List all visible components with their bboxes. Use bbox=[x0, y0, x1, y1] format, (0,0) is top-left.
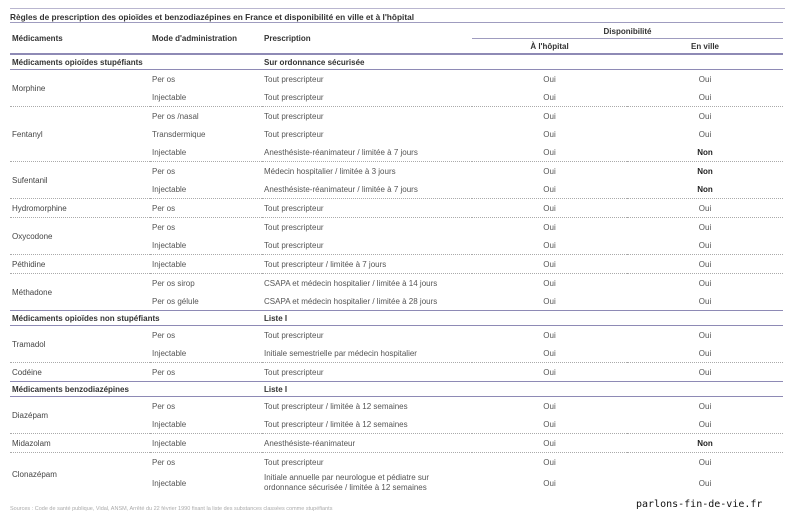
availability-hopital: Oui bbox=[543, 184, 556, 194]
availability-ville: Oui bbox=[627, 218, 783, 237]
administration-mode: Injectable bbox=[150, 255, 262, 274]
table-row bbox=[10, 434, 783, 453]
administration-mode: Injectable bbox=[152, 419, 187, 429]
administration-mode: Per os gélule bbox=[152, 296, 199, 306]
administration-mode: Per os /nasal bbox=[150, 107, 262, 126]
prescription-rule: Tout prescripteur bbox=[264, 330, 324, 340]
section-row bbox=[10, 382, 783, 397]
drug-name: Sufentanil bbox=[10, 162, 150, 199]
drug-name: Oxycodone bbox=[10, 218, 150, 255]
availability-hopital: Oui bbox=[472, 218, 627, 237]
availability-hopital: Oui bbox=[543, 348, 556, 358]
section-title: Médicaments opioïdes non stupéfiants bbox=[10, 311, 262, 326]
administration-mode: Per os bbox=[152, 74, 176, 84]
section-row bbox=[10, 54, 783, 70]
administration-mode: Per os bbox=[150, 199, 262, 218]
availability-hopital: Oui bbox=[543, 92, 556, 102]
prescription-rule: CSAPA et médecin hospitalier / limitée à 14 jours bbox=[262, 274, 472, 293]
availability-ville: Oui bbox=[698, 92, 712, 102]
drug-name: Hydromorphine bbox=[10, 199, 150, 218]
administration-mode: Per os bbox=[150, 453, 262, 472]
availability-ville: Oui bbox=[698, 296, 712, 306]
availability-ville: Oui bbox=[627, 363, 783, 382]
availability-ville: Oui bbox=[627, 274, 783, 293]
section-prescription: Liste I bbox=[262, 311, 783, 326]
header-prescription: Prescription bbox=[262, 24, 472, 54]
drug-name: Codéine bbox=[10, 363, 150, 382]
prescription-rule: Médecin hospitalier / limitée à 3 jours bbox=[262, 162, 472, 181]
drug-name: Midazolam bbox=[10, 434, 150, 453]
prescription-rule: Tout prescripteur / limitée à 12 semaines bbox=[264, 419, 408, 429]
header-hopital: À l'hôpital bbox=[472, 39, 627, 55]
table-row bbox=[10, 255, 783, 274]
table-row bbox=[10, 326, 783, 345]
prescription-rule: Tout prescripteur bbox=[262, 218, 472, 237]
availability-hopital: Oui bbox=[543, 419, 556, 429]
drug-name: Tramadol bbox=[12, 339, 46, 349]
administration-mode: Injectable bbox=[152, 147, 187, 157]
prescription-rule: Tout prescripteur bbox=[262, 453, 472, 472]
administration-mode: Per os bbox=[150, 162, 262, 181]
availability-ville: Oui bbox=[698, 129, 712, 139]
drug-name: Diazépam bbox=[12, 410, 49, 420]
prescription-rule: Tout prescripteur bbox=[264, 240, 324, 250]
availability-ville: Oui bbox=[627, 107, 783, 126]
prescription-rule: Tout prescripteur bbox=[264, 129, 324, 139]
header-disponibilite: Disponibilité bbox=[472, 24, 783, 39]
table-row bbox=[10, 162, 783, 181]
administration-mode: Injectable bbox=[150, 434, 262, 453]
drug-name: Clonazépam bbox=[10, 453, 150, 496]
prescription-rule: Tout prescripteur bbox=[262, 363, 472, 382]
availability-hopital: Oui bbox=[472, 199, 627, 218]
table-row bbox=[10, 218, 783, 237]
section-prescription: Sur ordonnance sécurisée bbox=[262, 54, 783, 70]
availability-hopital: Oui bbox=[472, 274, 627, 293]
availability-ville: Non bbox=[697, 184, 713, 194]
administration-mode: Per os sirop bbox=[150, 274, 262, 293]
prescription-rule: Anesthésiste-réanimateur / limitée à 7 jours bbox=[264, 184, 418, 194]
prescription-rule: Tout prescripteur bbox=[262, 199, 472, 218]
availability-ville: Oui bbox=[698, 478, 712, 488]
availability-hopital: Oui bbox=[472, 363, 627, 382]
section-prescription: Liste I bbox=[262, 382, 783, 397]
availability-hopital: Oui bbox=[543, 401, 556, 411]
availability-ville: Oui bbox=[627, 199, 783, 218]
prescription-rule: Tout prescripteur / limitée à 7 jours bbox=[262, 255, 472, 274]
table-body bbox=[10, 54, 783, 495]
administration-mode: Injectable bbox=[152, 240, 187, 250]
prescription-rule: Anesthésiste-réanimateur / limitée à 7 jours bbox=[264, 147, 418, 157]
header-mode: Mode d'administration bbox=[150, 24, 262, 54]
availability-ville: Oui bbox=[698, 348, 712, 358]
prescription-rule: Tout prescripteur bbox=[264, 92, 324, 102]
prescription-rule: Initiale semestrielle par médecin hospitalier bbox=[264, 348, 417, 358]
prescription-rule: Tout prescripteur bbox=[264, 74, 324, 84]
administration-mode: Per os bbox=[152, 401, 176, 411]
administration-mode: Injectable bbox=[152, 348, 187, 358]
availability-hopital: Oui bbox=[472, 434, 627, 453]
table-row bbox=[10, 397, 783, 416]
drug-name: Fentanyl bbox=[10, 107, 150, 162]
availability-hopital: Oui bbox=[543, 74, 556, 84]
site-watermark: parlons-fin-de-vie.fr bbox=[636, 499, 763, 510]
table-row bbox=[10, 363, 783, 382]
table-row bbox=[10, 453, 783, 472]
drug-name: Méthadone bbox=[10, 274, 150, 311]
availability-ville: Oui bbox=[698, 74, 712, 84]
availability-hopital: Oui bbox=[543, 240, 556, 250]
title-divider bbox=[10, 22, 783, 23]
drug-name: Péthidine bbox=[10, 255, 150, 274]
drug-name: Morphine bbox=[12, 83, 46, 93]
availability-ville: Non bbox=[627, 434, 783, 453]
availability-hopital: Oui bbox=[472, 453, 627, 472]
table-row bbox=[10, 199, 783, 218]
availability-ville: Non bbox=[697, 147, 713, 157]
table-title: Règles de prescription des opioïdes et benzodiazépines en France et disponibilité en ville et à l'hôpital bbox=[10, 8, 785, 22]
administration-mode: Per os bbox=[150, 363, 262, 382]
administration-mode: Injectable bbox=[152, 92, 187, 102]
prescription-table bbox=[10, 24, 783, 495]
section-title: Médicaments benzodiazépines bbox=[10, 382, 262, 397]
table-row bbox=[10, 107, 783, 126]
prescription-rule: Tout prescripteur bbox=[262, 107, 472, 126]
availability-hopital: Oui bbox=[472, 162, 627, 181]
availability-hopital: Oui bbox=[472, 255, 627, 274]
availability-hopital: Oui bbox=[543, 478, 556, 488]
availability-hopital: Oui bbox=[543, 147, 556, 157]
header-ville: En ville bbox=[627, 39, 783, 55]
sources-note: Sources : Code de santé publique, Vidal, ANSM, Arrêté du 22 février 1990 fixant la liste des substances classées comme stupéfiants bbox=[10, 506, 333, 512]
availability-hopital: Oui bbox=[543, 330, 556, 340]
table-row bbox=[10, 274, 783, 293]
availability-hopital: Oui bbox=[472, 107, 627, 126]
availability-ville: Oui bbox=[627, 255, 783, 274]
availability-ville: Oui bbox=[698, 330, 712, 340]
availability-ville: Oui bbox=[627, 453, 783, 472]
header-medicaments: Médicaments bbox=[10, 24, 150, 54]
section-row bbox=[10, 311, 783, 326]
prescription-rule: Initiale annuelle par neurologue et pédiatre sur ordonnance sécurisée / limitée à 12 semaines bbox=[264, 473, 430, 492]
administration-mode: Injectable bbox=[152, 184, 187, 194]
administration-mode: Per os bbox=[152, 330, 176, 340]
prescription-rule: CSAPA et médecin hospitalier / limitée à 28 jours bbox=[264, 296, 438, 306]
table-row bbox=[10, 70, 783, 89]
availability-ville: Oui bbox=[698, 419, 712, 429]
availability-ville: Non bbox=[627, 162, 783, 181]
prescription-rule: Anesthésiste-réanimateur bbox=[262, 434, 472, 453]
administration-mode: Per os bbox=[150, 218, 262, 237]
administration-mode: Injectable bbox=[152, 478, 187, 488]
section-title: Médicaments opioïdes stupéfiants bbox=[10, 54, 262, 70]
prescription-rule: Tout prescripteur / limitée à 12 semaines bbox=[264, 401, 408, 411]
availability-ville: Oui bbox=[698, 401, 712, 411]
administration-mode: Transdermique bbox=[152, 129, 206, 139]
availability-ville: Oui bbox=[698, 240, 712, 250]
availability-hopital: Oui bbox=[543, 129, 556, 139]
availability-hopital: Oui bbox=[543, 296, 556, 306]
